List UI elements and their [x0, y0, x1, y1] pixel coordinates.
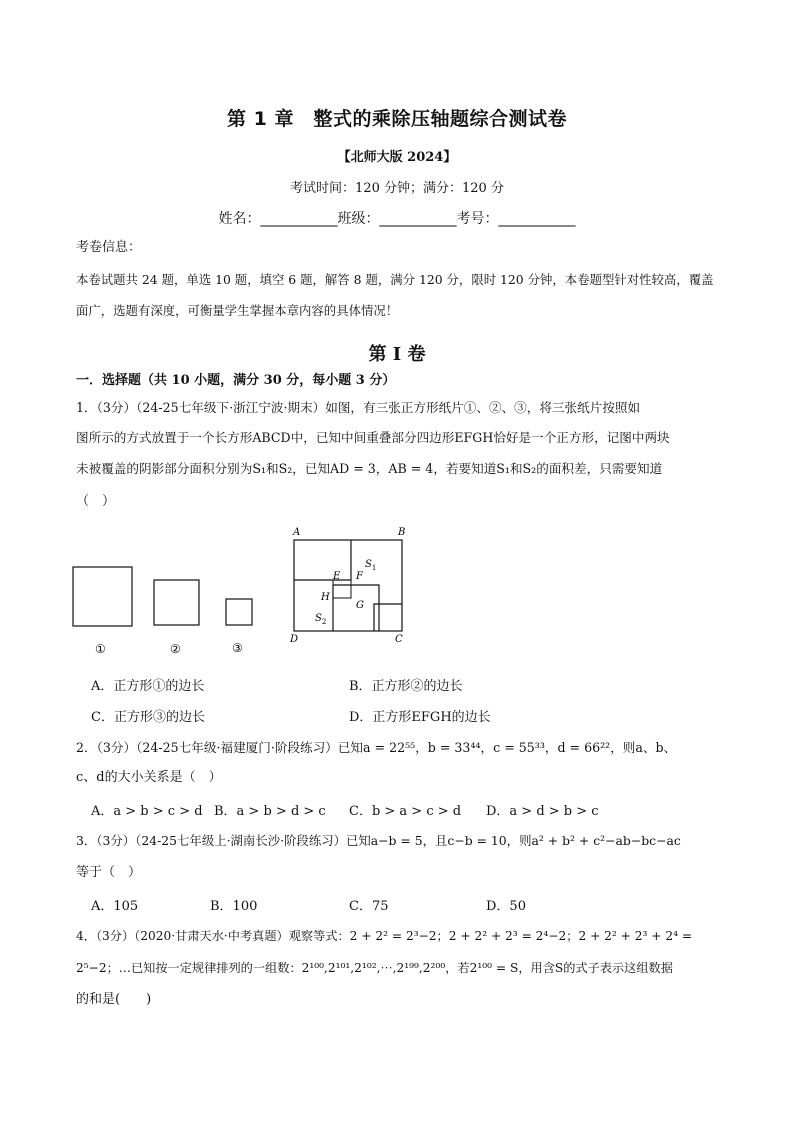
- square-3: [226, 599, 252, 625]
- q1-line1: 1．（3分）（24-25七年级下·浙江宁波·期末）如图，有三张正方形纸片①、②、③，将三张纸片按照如: [76, 400, 641, 415]
- q2-option-b[interactable]: B．a > b > d > c: [214, 804, 326, 819]
- q1-option-d[interactable]: D．正方形EFGH的边长: [349, 710, 491, 725]
- square-1-placed: [294, 540, 351, 580]
- q1-square-pieces-figure: [60, 560, 270, 660]
- q3-option-b[interactable]: B．100: [210, 899, 258, 914]
- q2-line2: c、d的大小关系是（ ）: [76, 770, 222, 785]
- label-sq2: ②: [170, 642, 181, 656]
- exam-notes-line1: 本卷试题共 24 题，单选 10 题，填空 6 题，解答 8 题，满分 120 分，限时 120 分钟，本卷题型针对性较高，覆盖: [76, 272, 714, 287]
- vertex-f: F: [356, 571, 363, 582]
- exam-time-info: 考试时间：120 分钟；满分：120 分: [290, 181, 504, 196]
- q3-option-a[interactable]: A．105: [91, 899, 139, 914]
- vertex-b: B: [398, 527, 406, 538]
- vertex-a: A: [293, 527, 301, 538]
- section-title: 第 I 卷: [368, 344, 426, 365]
- vertex-d: D: [290, 634, 299, 645]
- vertex-e: E: [333, 571, 341, 582]
- q3-line2: 等于（ ）: [76, 865, 142, 880]
- edition-label: 【北师大版 2024】: [337, 150, 457, 165]
- part-heading: 一．选择题（共 10 小题，满分 30 分，每小题 3 分）: [76, 373, 396, 388]
- vertex-c: C: [395, 634, 403, 645]
- q2-line1: 2．（3分）（24-25七年级·福建厦门·阶段练习）已知a = 22⁵⁵，b = 33⁴⁴，c = 55³³，d = 66²²，则a、b、: [76, 740, 677, 755]
- exam-notes-line2: 面广，选题有深度，可衡量学生掌握本章内容的具体情况！: [76, 303, 399, 318]
- q3-option-d[interactable]: D．50: [486, 899, 526, 914]
- square-2: [154, 580, 199, 625]
- vertex-g: G: [356, 600, 364, 611]
- q1-line2: 图所示的方式放置于一个长方形ABCD中，已知中间重叠部分四边形EFGH恰好是一个正方形，记图中两块: [76, 430, 670, 445]
- label-sq3: ③: [232, 641, 243, 655]
- q1-rectangle-figure: [285, 522, 415, 650]
- q1-option-a[interactable]: A．正方形①的边长: [91, 679, 205, 694]
- square-3-placed: [374, 604, 402, 631]
- label-sq1: ①: [95, 642, 106, 656]
- q4-line3: 的和是( ): [76, 992, 152, 1007]
- q2-option-d[interactable]: D．a > d > b > c: [486, 804, 599, 819]
- q1-line3: 未被覆盖的阴影部分面积分别为S₁和S₂，已知AD = 3，AB = 4，若要知道S₁和S₂的面积差，只需要知道: [76, 461, 663, 476]
- q3-option-c[interactable]: C．75: [349, 899, 389, 914]
- page-title: 第 1 章 整式的乘除压轴题综合测试卷: [227, 108, 567, 130]
- q2-option-c[interactable]: C．b > a > c > d: [349, 804, 462, 819]
- square-1: [73, 567, 132, 626]
- q4-line2: 2⁵−2；…已知按一定规律排列的一组数：2¹⁰⁰,2¹⁰¹,2¹⁰²,⋯,2¹⁹⁹,2²⁰⁰，若2¹⁰⁰ = S，用含S的式子表示这组数据: [76, 961, 673, 975]
- student-info-row: 姓名：___________班级：___________考号：___________: [218, 211, 576, 227]
- exam-notes-label: 考卷信息：: [76, 240, 142, 255]
- q4-line1: 4．（3分）（2020·甘肃天水·中考真题）观察等式：2 + 2² = 2³−2；2 + 2² + 2³ = 2⁴−2；2 + 2² + 2³ + 2⁴ =: [76, 929, 693, 943]
- q3-line1: 3．（3分）（24-25七年级上·湖南长沙·阶段练习）已知a−b = 5，且c−b = 10，则a² + b² + c²−ab−bc−ac: [76, 833, 681, 848]
- q1-option-b[interactable]: B．正方形②的边长: [349, 679, 463, 694]
- region-s1: $S_1$: [365, 559, 377, 572]
- q1-line4: （ ）: [76, 494, 116, 509]
- vertex-h: H: [321, 592, 330, 603]
- region-s2: $S_2$: [315, 613, 327, 626]
- square-efgh: [333, 580, 351, 598]
- q2-option-a[interactable]: A．a > b > c > d: [91, 804, 203, 819]
- q1-option-c[interactable]: C．正方形③的边长: [91, 710, 205, 725]
